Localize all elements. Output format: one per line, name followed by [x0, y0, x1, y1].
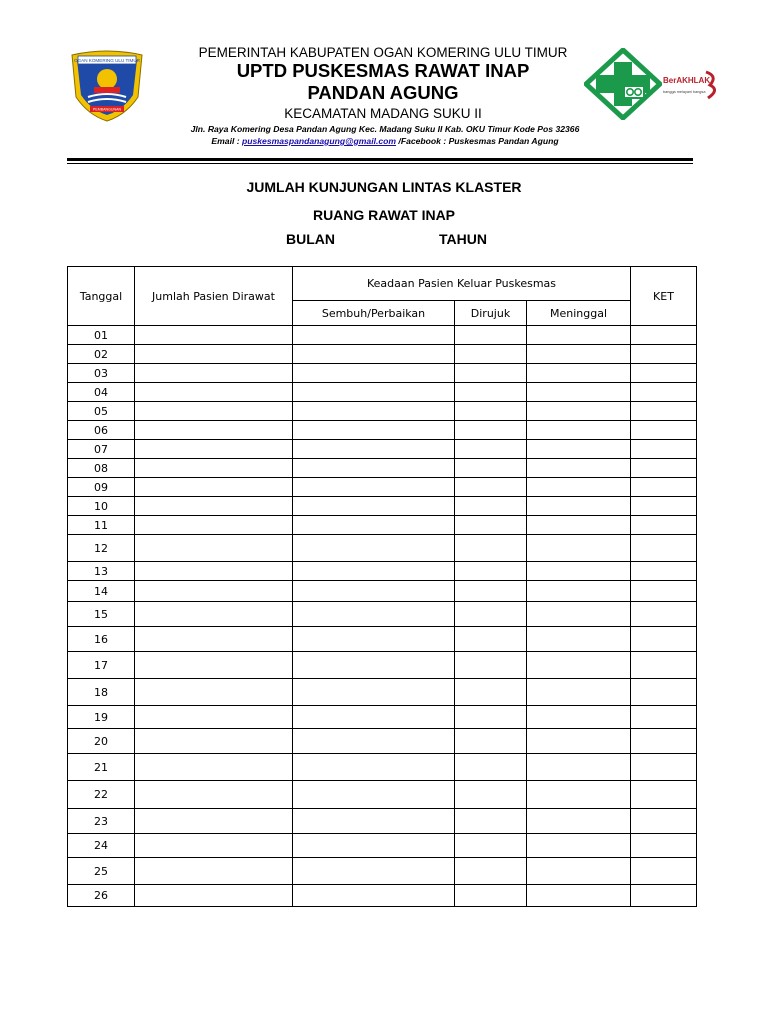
- header-contact: [130, 136, 640, 146]
- cell-tanggal: 25: [68, 858, 135, 885]
- cell-tanggal: 20: [68, 729, 135, 754]
- cell-sembuh[interactable]: [293, 809, 455, 834]
- header-institution-name: UPTD PUSKESMAS RAWAT INAP: [236, 60, 530, 81]
- berakhlak-text: BerAKHLAK: [663, 76, 711, 85]
- cell-jumlah-pasien[interactable]: [135, 383, 293, 402]
- berakhlak-logo: [662, 68, 728, 102]
- cell-sembuh[interactable]: [293, 706, 455, 729]
- cell-tanggal: 15: [68, 602, 135, 627]
- cell-tanggal: 14: [68, 581, 135, 602]
- year-label: TAHUN: [439, 231, 487, 247]
- cell-jumlah-pasien[interactable]: [135, 497, 293, 516]
- table-row: [68, 834, 697, 858]
- table-row: [68, 562, 697, 581]
- cell-ket[interactable]: [631, 562, 697, 581]
- cell-dirujuk[interactable]: [455, 459, 527, 478]
- cell-ket[interactable]: [631, 421, 697, 440]
- header-jumlah-pasien: Jumlah Pasien Dirawat: [135, 267, 293, 326]
- cell-meninggal[interactable]: [527, 516, 631, 535]
- visit-table: [67, 266, 697, 907]
- cell-sembuh[interactable]: [293, 754, 455, 781]
- cell-jumlah-pasien[interactable]: [135, 562, 293, 581]
- cell-ket[interactable]: [631, 602, 697, 627]
- header-district: KECAMATAN MADANG SUKU II: [284, 106, 482, 121]
- cell-meninggal[interactable]: [527, 834, 631, 858]
- cell-meninggal[interactable]: [527, 729, 631, 754]
- cell-meninggal[interactable]: [527, 562, 631, 581]
- cell-sembuh[interactable]: [293, 627, 455, 652]
- cell-meninggal[interactable]: [527, 535, 631, 562]
- cell-meninggal[interactable]: [527, 326, 631, 345]
- cell-jumlah-pasien[interactable]: [135, 581, 293, 602]
- cell-jumlah-pasien[interactable]: [135, 364, 293, 383]
- table-row: [68, 858, 697, 885]
- cell-sembuh[interactable]: [293, 781, 455, 809]
- header-government-name: PEMERINTAH KABUPATEN OGAN KOMERING ULU TIMUR: [198, 45, 568, 60]
- cell-dirujuk[interactable]: [455, 516, 527, 535]
- cell-jumlah-pasien[interactable]: [135, 402, 293, 421]
- cell-tanggal: 03: [68, 364, 135, 383]
- cell-ket[interactable]: [631, 885, 697, 907]
- seal-ribbon-text: PEMBANGUNAN: [92, 107, 122, 112]
- table-row: [68, 706, 697, 729]
- cell-jumlah-pasien[interactable]: [135, 652, 293, 679]
- cell-ket[interactable]: [631, 497, 697, 516]
- cell-meninggal[interactable]: [527, 885, 631, 907]
- table-row: [68, 478, 697, 497]
- cell-meninggal[interactable]: [527, 497, 631, 516]
- cell-sembuh[interactable]: [293, 858, 455, 885]
- header-tanggal: Tanggal: [68, 267, 135, 326]
- cell-ket[interactable]: [631, 478, 697, 497]
- cell-sembuh[interactable]: [293, 364, 455, 383]
- cell-ket[interactable]: [631, 754, 697, 781]
- cell-jumlah-pasien[interactable]: [135, 326, 293, 345]
- cell-jumlah-pasien[interactable]: [135, 679, 293, 706]
- table-row: [68, 326, 697, 345]
- cell-jumlah-pasien[interactable]: [135, 781, 293, 809]
- cell-ket[interactable]: [631, 858, 697, 885]
- header-sembuh: Sembuh/Perbaikan: [293, 301, 455, 326]
- cell-dirujuk[interactable]: [455, 562, 527, 581]
- cell-sembuh[interactable]: [293, 581, 455, 602]
- cell-tanggal: 04: [68, 383, 135, 402]
- cell-sembuh[interactable]: [293, 885, 455, 907]
- cell-tanggal: 13: [68, 562, 135, 581]
- cell-ket[interactable]: [631, 459, 697, 478]
- cell-ket[interactable]: [631, 834, 697, 858]
- cell-ket[interactable]: [631, 516, 697, 535]
- cell-tanggal: 11: [68, 516, 135, 535]
- header-divider-thin: [67, 163, 693, 164]
- cell-ket[interactable]: [631, 809, 697, 834]
- cell-sembuh[interactable]: [293, 497, 455, 516]
- table-row: [68, 497, 697, 516]
- cell-ket[interactable]: [631, 345, 697, 364]
- cell-dirujuk[interactable]: [455, 652, 527, 679]
- table-row: [68, 516, 697, 535]
- cell-ket[interactable]: [631, 383, 697, 402]
- header-ket: KET: [631, 267, 697, 326]
- cell-dirujuk[interactable]: [455, 679, 527, 706]
- cell-dirujuk[interactable]: [455, 885, 527, 907]
- cell-tanggal: 10: [68, 497, 135, 516]
- cell-dirujuk[interactable]: [455, 402, 527, 421]
- cell-tanggal: 21: [68, 754, 135, 781]
- cell-dirujuk[interactable]: [455, 326, 527, 345]
- cell-ket[interactable]: [631, 535, 697, 562]
- cell-dirujuk[interactable]: [455, 834, 527, 858]
- cell-dirujuk[interactable]: [455, 781, 527, 809]
- cell-ket[interactable]: [631, 326, 697, 345]
- cell-meninggal[interactable]: [527, 364, 631, 383]
- kabupaten-seal-logo: [66, 47, 148, 123]
- cell-jumlah-pasien[interactable]: [135, 421, 293, 440]
- cell-tanggal: 17: [68, 652, 135, 679]
- cell-tanggal: 16: [68, 627, 135, 652]
- cell-jumlah-pasien[interactable]: [135, 706, 293, 729]
- table-row: [68, 809, 697, 834]
- cell-dirujuk[interactable]: [455, 478, 527, 497]
- cell-meninggal[interactable]: [527, 602, 631, 627]
- seal-banner-text: OGAN KOMERING ULU TIMUR: [73, 58, 141, 64]
- cell-meninggal[interactable]: [527, 421, 631, 440]
- cell-jumlah-pasien[interactable]: [135, 858, 293, 885]
- cell-jumlah-pasien[interactable]: [135, 809, 293, 834]
- cell-ket[interactable]: [631, 706, 697, 729]
- table-row: [68, 581, 697, 602]
- cell-jumlah-pasien[interactable]: [135, 478, 293, 497]
- cell-sembuh[interactable]: [293, 679, 455, 706]
- cell-ket[interactable]: [631, 440, 697, 459]
- cell-jumlah-pasien[interactable]: [135, 516, 293, 535]
- table-row: [68, 627, 697, 652]
- cell-jumlah-pasien[interactable]: [135, 627, 293, 652]
- table-row: [68, 459, 697, 478]
- cell-tanggal: 12: [68, 535, 135, 562]
- form-title: JUMLAH KUNJUNGAN LINTAS KLASTER: [246, 179, 522, 195]
- cell-tanggal: 24: [68, 834, 135, 858]
- cell-sembuh[interactable]: [293, 516, 455, 535]
- table-row: [68, 440, 697, 459]
- cell-ket[interactable]: [631, 581, 697, 602]
- table-row: [68, 535, 697, 562]
- cell-meninggal[interactable]: [527, 679, 631, 706]
- cell-ket[interactable]: [631, 652, 697, 679]
- cell-meninggal[interactable]: [527, 706, 631, 729]
- cell-sembuh[interactable]: [293, 402, 455, 421]
- table-row: [68, 781, 697, 809]
- cell-dirujuk[interactable]: [455, 627, 527, 652]
- cell-tanggal: 23: [68, 809, 135, 834]
- cell-dirujuk[interactable]: [455, 729, 527, 754]
- cell-tanggal: 01: [68, 326, 135, 345]
- cell-meninggal[interactable]: [527, 402, 631, 421]
- cell-jumlah-pasien[interactable]: [135, 345, 293, 364]
- cell-jumlah-pasien[interactable]: [135, 885, 293, 907]
- puskesmas-logo: [584, 48, 662, 120]
- table-row: [68, 679, 697, 706]
- cell-tanggal: 09: [68, 478, 135, 497]
- cell-meninggal[interactable]: [527, 652, 631, 679]
- cell-meninggal[interactable]: [527, 383, 631, 402]
- cell-ket[interactable]: [631, 781, 697, 809]
- month-label: BULAN: [286, 231, 335, 247]
- cell-dirujuk[interactable]: [455, 581, 527, 602]
- cell-dirujuk[interactable]: [455, 706, 527, 729]
- cell-sembuh[interactable]: [293, 440, 455, 459]
- header-dirujuk: Dirujuk: [455, 301, 527, 326]
- facebook-text: /Facebook : Puskesmas Pandan Agung: [396, 136, 559, 146]
- cell-meninggal[interactable]: [527, 781, 631, 809]
- cell-dirujuk[interactable]: [455, 497, 527, 516]
- cell-sembuh[interactable]: [293, 421, 455, 440]
- table-row: [68, 345, 697, 364]
- cell-jumlah-pasien[interactable]: [135, 754, 293, 781]
- header-divider-thick: [67, 158, 693, 161]
- cell-jumlah-pasien[interactable]: [135, 602, 293, 627]
- cell-tanggal: 26: [68, 885, 135, 907]
- form-subtitle: RUANG RAWAT INAP: [312, 207, 456, 223]
- cell-dirujuk[interactable]: [455, 754, 527, 781]
- cell-dirujuk[interactable]: [455, 440, 527, 459]
- cell-ket[interactable]: [631, 627, 697, 652]
- table-row: [68, 729, 697, 754]
- cell-sembuh[interactable]: [293, 535, 455, 562]
- cell-sembuh[interactable]: [293, 562, 455, 581]
- table-row: [68, 402, 697, 421]
- header-keadaan-pasien: Keadaan Pasien Keluar Puskesmas: [293, 267, 631, 301]
- cell-sembuh[interactable]: [293, 478, 455, 497]
- table-row: [68, 602, 697, 627]
- cell-tanggal: 07: [68, 440, 135, 459]
- cell-tanggal: 06: [68, 421, 135, 440]
- cell-meninggal[interactable]: [527, 440, 631, 459]
- table-row: [68, 652, 697, 679]
- cell-meninggal[interactable]: [527, 478, 631, 497]
- cell-jumlah-pasien[interactable]: [135, 535, 293, 562]
- cell-sembuh[interactable]: [293, 652, 455, 679]
- cell-dirujuk[interactable]: [455, 383, 527, 402]
- cell-dirujuk[interactable]: [455, 421, 527, 440]
- cell-meninggal[interactable]: [527, 809, 631, 834]
- cell-sembuh[interactable]: [293, 729, 455, 754]
- cell-tanggal: 08: [68, 459, 135, 478]
- email-link[interactable]: puskesmaspandanagung@gmail.com: [242, 136, 397, 146]
- cell-jumlah-pasien[interactable]: [135, 440, 293, 459]
- cell-sembuh[interactable]: [293, 602, 455, 627]
- header-meninggal: Meninggal: [527, 301, 631, 326]
- cell-meninggal[interactable]: [527, 754, 631, 781]
- cell-meninggal[interactable]: [527, 345, 631, 364]
- table-row: [68, 754, 697, 781]
- cell-tanggal: 02: [68, 345, 135, 364]
- cell-tanggal: 05: [68, 402, 135, 421]
- email-label: Email :: [211, 136, 242, 146]
- cell-dirujuk[interactable]: [455, 602, 527, 627]
- cell-meninggal[interactable]: [527, 581, 631, 602]
- cell-dirujuk[interactable]: [455, 858, 527, 885]
- table-row: [68, 885, 697, 907]
- cell-meninggal[interactable]: [527, 627, 631, 652]
- cell-sembuh[interactable]: [293, 459, 455, 478]
- cell-sembuh[interactable]: [293, 834, 455, 858]
- cell-jumlah-pasien[interactable]: [135, 729, 293, 754]
- cell-tanggal: 19: [68, 706, 135, 729]
- table-row: [68, 383, 697, 402]
- cell-sembuh[interactable]: [293, 345, 455, 364]
- cell-dirujuk[interactable]: [455, 345, 527, 364]
- cell-ket[interactable]: [631, 364, 697, 383]
- cell-jumlah-pasien[interactable]: [135, 834, 293, 858]
- cell-dirujuk[interactable]: [455, 364, 527, 383]
- header-address: Jln. Raya Komering Desa Pandan Agung Kec. Madang Suku II Kab. OKU Timur Kode Pos 32366: [190, 124, 580, 134]
- berakhlak-subtext: bangga melayani bangsa: [663, 90, 706, 94]
- cell-tanggal: 22: [68, 781, 135, 809]
- cell-ket[interactable]: [631, 679, 697, 706]
- table-body: [68, 326, 697, 907]
- cell-dirujuk[interactable]: [455, 809, 527, 834]
- table-row: [68, 421, 697, 440]
- cell-jumlah-pasien[interactable]: [135, 459, 293, 478]
- cell-meninggal[interactable]: [527, 858, 631, 885]
- cell-ket[interactable]: [631, 402, 697, 421]
- header-location-name: PANDAN AGUNG: [307, 82, 459, 103]
- cell-meninggal[interactable]: [527, 459, 631, 478]
- cell-ket[interactable]: [631, 729, 697, 754]
- cell-tanggal: 18: [68, 679, 135, 706]
- cell-sembuh[interactable]: [293, 326, 455, 345]
- table-row: [68, 364, 697, 383]
- cell-sembuh[interactable]: [293, 383, 455, 402]
- cell-dirujuk[interactable]: [455, 535, 527, 562]
